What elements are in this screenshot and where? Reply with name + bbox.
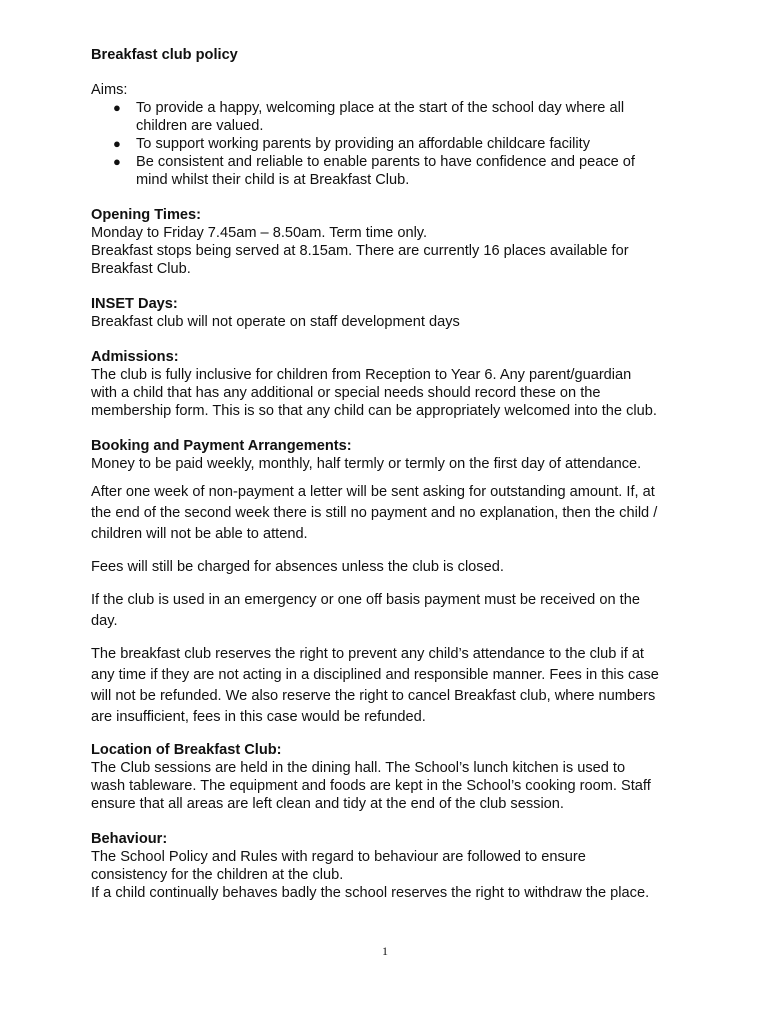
booking-paragraph [91, 590, 691, 632]
body-line: Breakfast club will not operate on staff development days [91, 314, 460, 330]
body-line: Breakfast stops being served at 8.15am. There are currently 16 places available for [91, 243, 629, 259]
aims-item-line: To provide a happy, welcoming place at the start of the school day where all [136, 100, 625, 116]
body-line: will not be refunded. We also reserve the right to cancel Breakfast club, where numbers [91, 688, 656, 704]
section-heading: Behaviour: [91, 831, 168, 847]
booking-header [91, 437, 691, 473]
admissions-section [91, 348, 691, 420]
body-line: If the club is used in an emergency or one off basis payment must be received on the [91, 592, 640, 608]
booking-section [91, 437, 691, 728]
body-line: children will not be able to attend. [91, 526, 308, 542]
aims-item-line: To support working parents by providing an affordable childcare facility [136, 136, 591, 152]
aims-item-line: mind whilst their child is at Breakfast Club. [136, 172, 410, 188]
body-line: are insufficient, fees in this case would be refunded. [91, 709, 426, 725]
body-line: day. [91, 613, 118, 629]
body-line: ensure that all areas are left clean and tidy at the end of the club session. [91, 796, 564, 812]
behaviour-section [91, 830, 691, 902]
body-line: consistency for the children at the club. [91, 867, 344, 883]
aims-section [91, 81, 691, 189]
body-line: the end of the second week there is still no payment and no explanation, then the child / [91, 505, 658, 521]
aims-item-line: children are valued. [136, 118, 264, 134]
inset-days-section [91, 295, 691, 331]
section-heading: Booking and Payment Arrangements: [91, 438, 352, 454]
body-line: The Club sessions are held in the dining hall. The School’s lunch kitchen is used to [91, 760, 626, 776]
booking-paragraph [91, 644, 691, 728]
body-line: any time if they are not acting in a disciplined and responsible manner. Fees in this case [91, 667, 659, 683]
body-line: The breakfast club reserves the right to prevent any child’s attendance to the club if at [91, 646, 644, 662]
body-line: If a child continually behaves badly the school reserves the right to withdraw the place. [91, 885, 650, 901]
aims-list-item [91, 135, 691, 153]
aims-list [91, 99, 691, 189]
body-line: Breakfast Club. [91, 261, 191, 277]
document-title: Breakfast club policy [91, 47, 238, 63]
opening-times-section [91, 206, 691, 278]
body-line: with a child that has any additional or special needs should record these on the [91, 385, 601, 401]
booking-paragraph [91, 482, 691, 545]
body-line: After one week of non-payment a letter will be sent asking for outstanding amount. If, at [91, 484, 655, 500]
bullet-icon: ● [113, 136, 121, 151]
body-line: wash tableware. The equipment and foods are kept in the School’s cooking room. Staff [91, 778, 651, 794]
aims-label: Aims: [91, 82, 128, 98]
section-heading: Location of Breakfast Club: [91, 742, 282, 758]
page-number: 1 [382, 944, 388, 958]
section-heading: Admissions: [91, 349, 179, 365]
body-line: Money to be paid weekly, monthly, half termly or termly on the first day of attendance. [91, 456, 642, 472]
aims-item-line: Be consistent and reliable to enable parents to have confidence and peace of [136, 154, 635, 170]
bullet-icon: ● [113, 100, 121, 115]
body-line: membership form. This is so that any child can be appropriately welcomed into the club. [91, 403, 657, 419]
bullet-icon: ● [113, 154, 121, 169]
body-line: Fees will still be charged for absences unless the club is closed. [91, 559, 504, 575]
body-line: The School Policy and Rules with regard to behaviour are followed to ensure [91, 849, 586, 865]
booking-paragraph [91, 557, 691, 578]
document-body [91, 46, 691, 919]
aims-list-item [91, 99, 691, 135]
body-line: The club is fully inclusive for children from Reception to Year 6. Any parent/guardian [91, 367, 632, 383]
location-section [91, 741, 691, 813]
body-line: Monday to Friday 7.45am – 8.50am. Term time only. [91, 225, 428, 241]
section-heading: Opening Times: [91, 207, 202, 223]
aims-list-item [91, 153, 691, 189]
section-heading: INSET Days: [91, 296, 178, 312]
